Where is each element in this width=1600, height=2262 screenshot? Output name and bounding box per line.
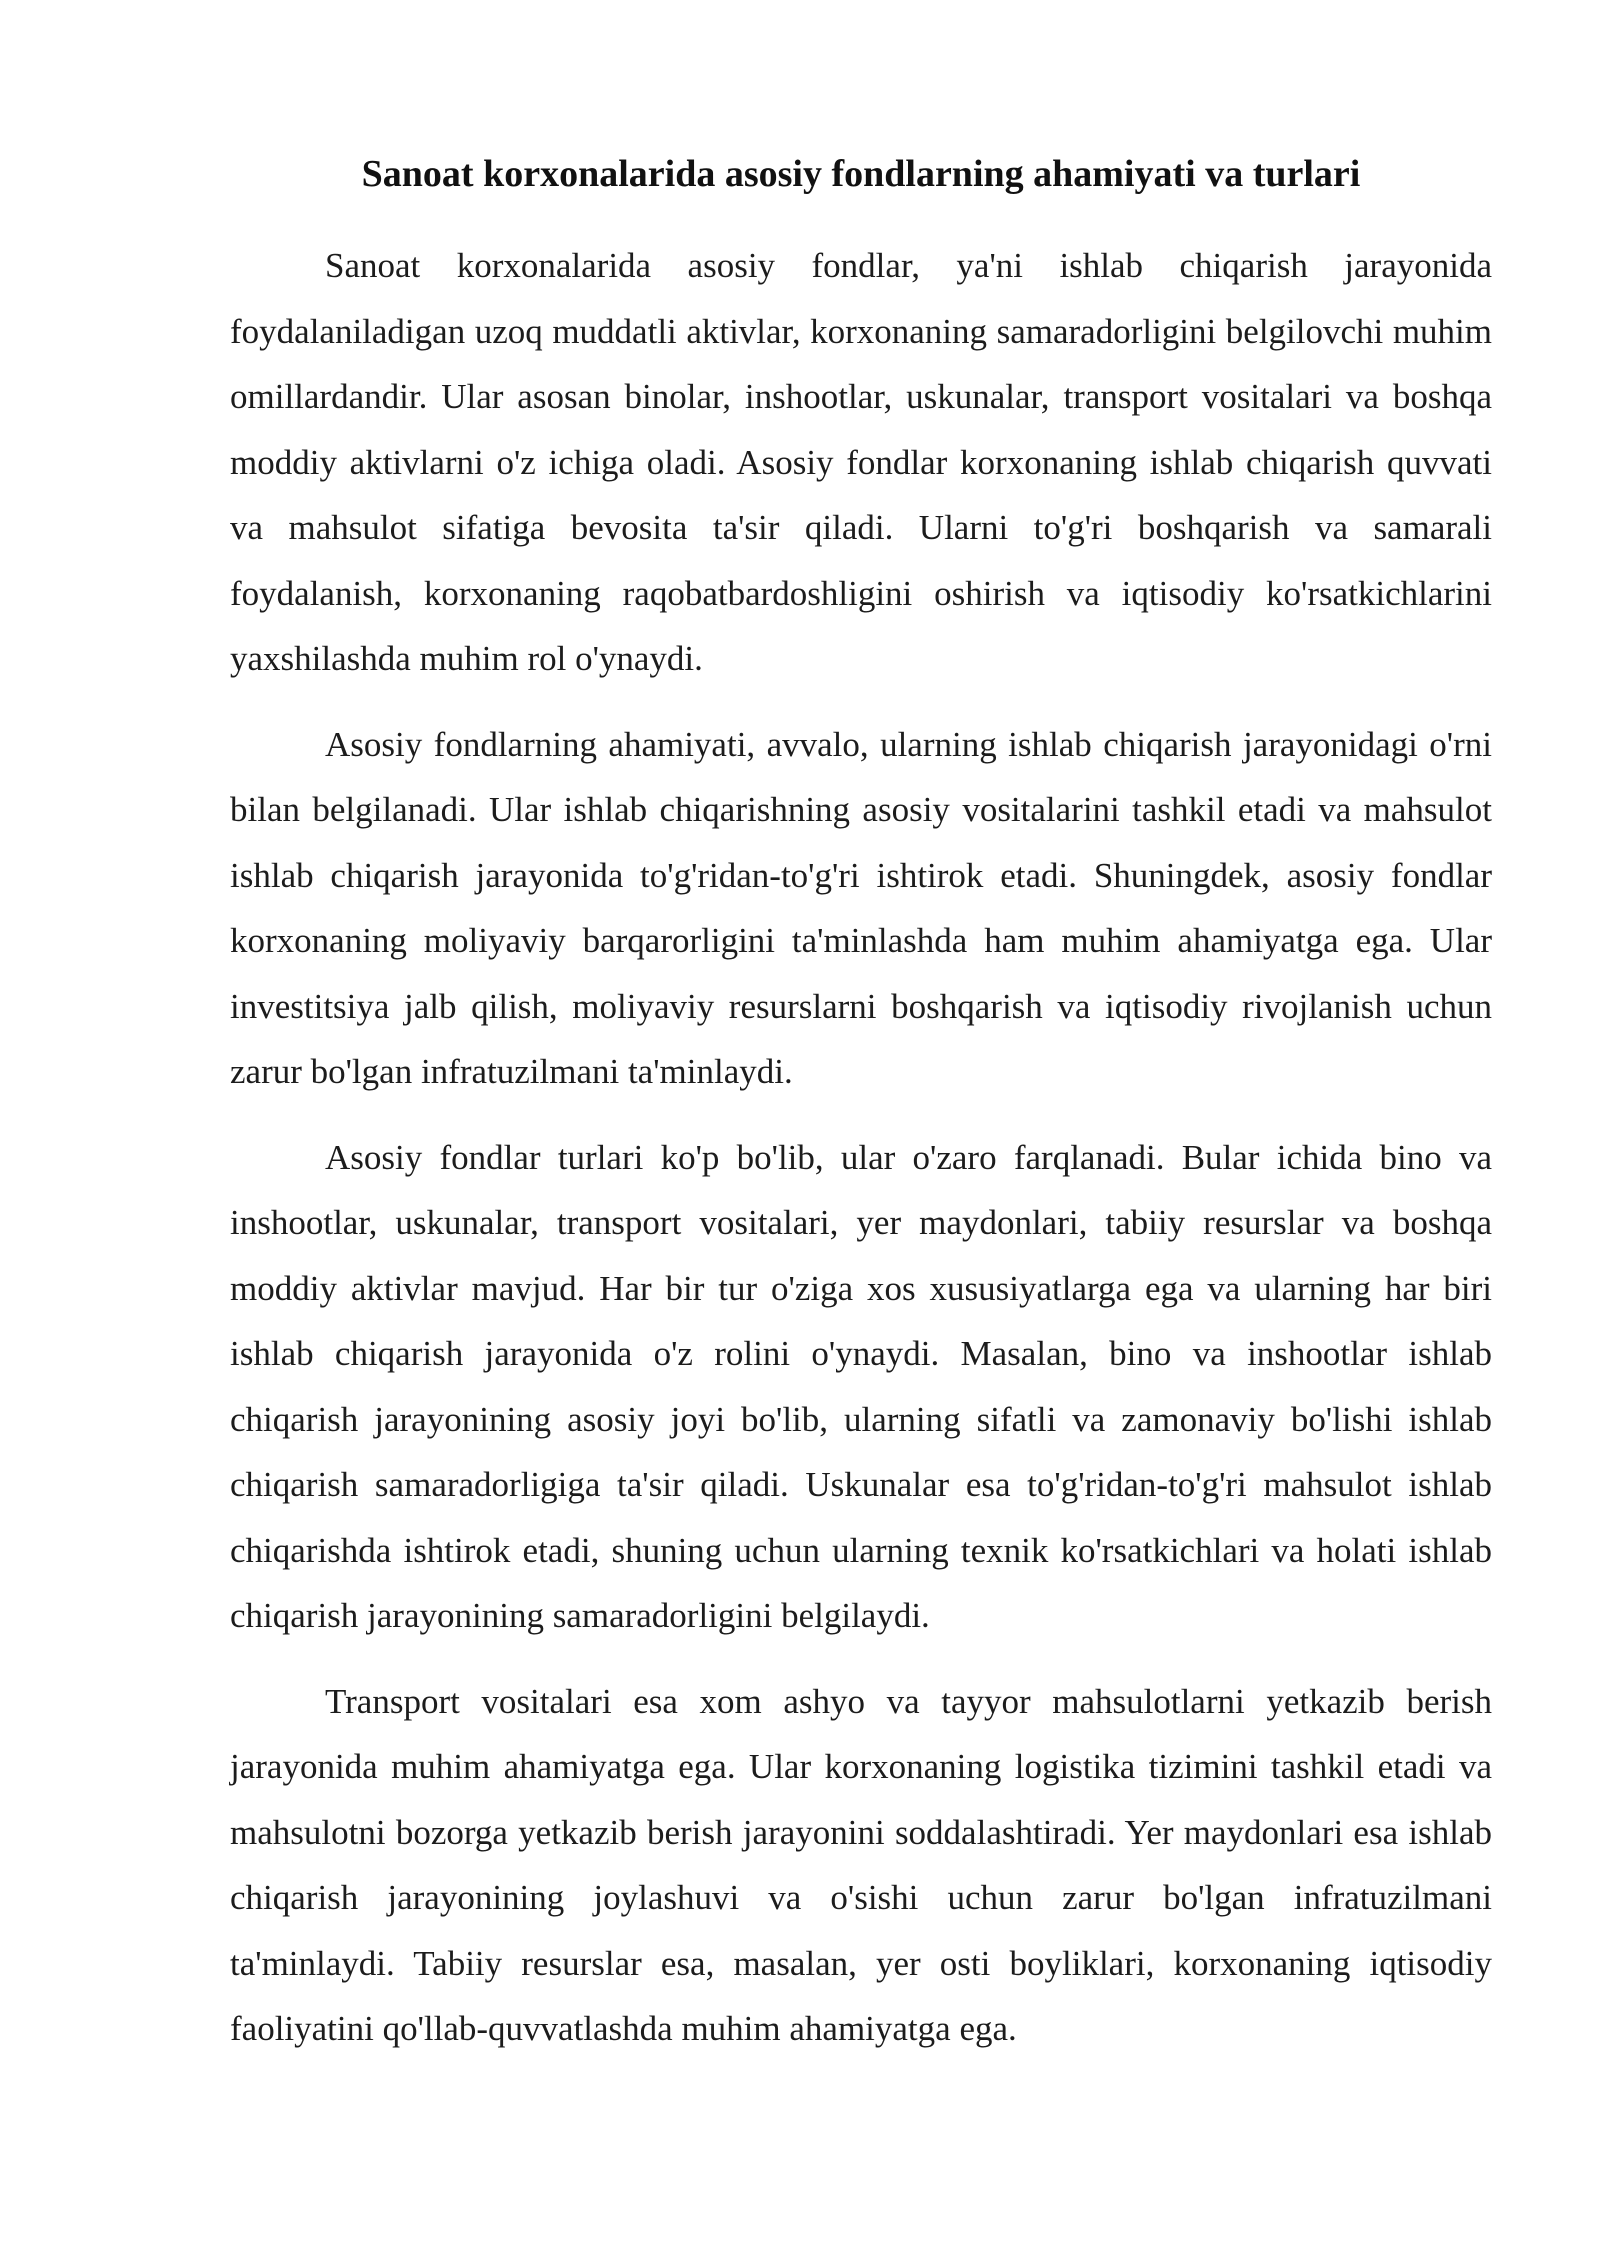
paragraph-1: Sanoat korxonalarida asosiy fondlar, ya'ni ishlab chiqarish jarayonida foydalaniladigan uzoq muddatli aktivlar, korxonaning samaradorligini belgilovchi muhim omillardandir. Ular asosan binolar, inshootlar, uskunalar, transport vositalari va boshqa moddiy aktivlarni o'z ichiga oladi. Asosiy fondlar korxonaning ishlab chiqarish quvvati va mahsulot sifatiga bevosita ta'sir qiladi. Ularni to'g'ri boshqarish va samarali foydalanish, korxonaning raqobatbardoshligini oshirish va iqtisodiy ko'rsatkichlarini yaxshilashda muhim rol o'ynaydi.	[230, 246, 1492, 679]
document-body	[230, 150, 1492, 2082]
document-title: Sanoat korxonalarida asosiy fondlarning ahamiyati va turlari	[361, 153, 1361, 195]
paragraph-4: Transport vositalari esa xom ashyo va tayyor mahsulotlarni yetkazib berish jarayonida muhim ahamiyatga ega. Ular korxonaning logistika tizimini tashkil etadi va mahsulotni bozorga yetkazib berish jarayonini soddalashtiradi. Yer maydonlari esa ishlab chiqarish jarayonining joylashuvi va o'sishi uchun zarur bo'lgan infratuzilmani ta'minlaydi. Tabiiy resurslar esa, masalan, yer osti boyliklari, korxonaning iqtisodiy faoliyatini qo'llab-quvvatlashda muhim ahamiyatga ega.	[230, 1681, 1492, 2049]
paragraph-2: Asosiy fondlarning ahamiyati, avvalo, ularning ishlab chiqarish jarayonidagi o'rni bilan belgilanadi. Ular ishlab chiqarishning asosiy vositalarini tashkil etadi va mahsulot ishlab chiqarish jarayonida to'g'ridan-to'g'ri ishtirok etadi. Shuningdek, asosiy fondlar korxonaning moliyaviy barqarorligini ta'minlashda ham muhim ahamiyatga ega. Ular investitsiya jalb qilish, moliyaviy resurslarni boshqarish va iqtisodiy rivojlanish uchun zarur bo'lgan infratuzilmani ta'minlaydi.	[230, 724, 1492, 1092]
paragraph-3: Asosiy fondlar turlari ko'p bo'lib, ular o'zaro farqlanadi. Bular ichida bino va inshootlar, uskunalar, transport vositalari, yer maydonlari, tabiiy resurslar va boshqa moddiy aktivlar mavjud. Har bir tur o'ziga xos xususiyatlarga ega va ularning har biri ishlab chiqarish jarayonida o'z rolini o'ynaydi. Masalan, bino va inshootlar ishlab chiqarish jarayonining asosiy joyi bo'lib, ularning sifatli va zamonaviy bo'lishi ishlab chiqarish samaradorligiga ta'sir qiladi. Uskunalar esa to'g'ridan-to'g'ri mahsulot ishlab chiqarishda ishtirok etadi, shuning uchun ularning texnik ko'rsatkichlari va holati ishlab chiqarish jarayonining samaradorligini belgilaydi.	[230, 1137, 1492, 1636]
